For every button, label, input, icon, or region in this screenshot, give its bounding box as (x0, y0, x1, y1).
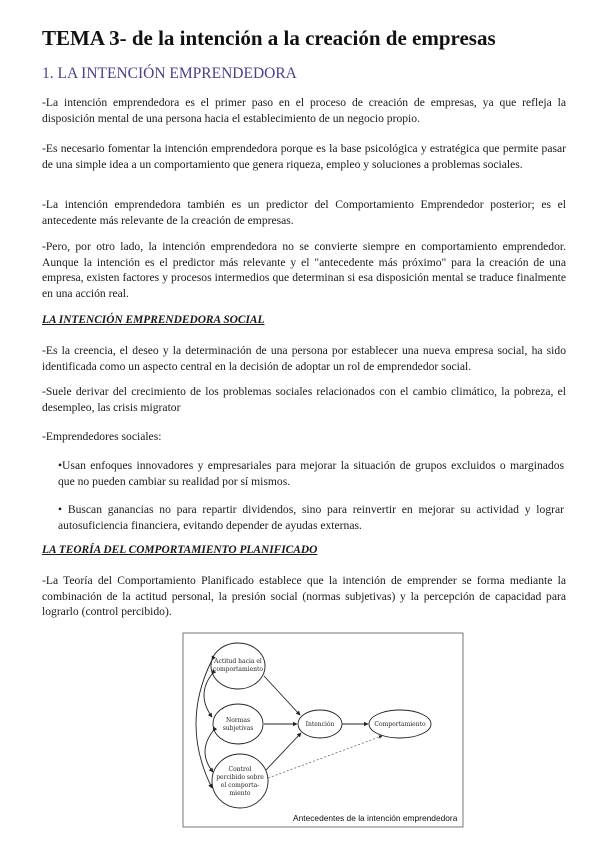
paragraph: -Suele derivar del crecimiento de los problemas sociales relacionados con el cambio climático, la pobreza, el desempleo, las crisis migrator (42, 385, 566, 414)
paragraph: -Pero, por otro lado, la intención emprendedora no se convierte siempre en comportamiento emprendedor. Aunque la intención es el predictor más relevante y el "antecedente más próximo" para la creación de una empresa, existen factores y procesos intermedios que determinan si esa disposición mental se traduce finalmente en una acción real. (42, 240, 566, 300)
correlation-normas-control (205, 731, 213, 772)
paragraph: -La intención emprendedora también es un predictor del Comportamiento Emprendedor posterior; es el antecedente más relevante de la creación de empresas. (42, 198, 566, 227)
node-intencion-label: Intención (305, 721, 335, 728)
correlation-actitud-control (196, 660, 212, 788)
node-comportamiento-label: Comportamiento (374, 721, 426, 728)
node-actitud-line2: comportamiento (212, 666, 264, 673)
paragraph: -Es la creencia, el deseo y la determinación de una persona por establecer una nueva empresa social, ha sido identificada como un aspecto central en la decisión de adoptar un rol de emprendedor social. (42, 344, 566, 373)
arrow-actitud-intencion (264, 676, 300, 715)
node-control (212, 754, 268, 808)
paragraph: -La Teoría del Comportamiento Planificado establece que la intención de emprender se forma mediante la combinación de la actitud personal, la presión social (normas subjetivas) y la percepción de capacidad para lograrlo (control percibido). (42, 574, 566, 619)
arrow-control-comportamiento (268, 736, 382, 778)
paragraph: -Es necesario fomentar la intención emprendedora porque es la base psicológica y estratégica que permite pasar de una simple idea a un comportamiento que genera riqueza, empleo y soluciones a problemas sociales. (42, 142, 566, 171)
node-control-line2: percibido sobre (216, 774, 264, 781)
diagram-caption: Antecedentes de la intención emprendedora (293, 813, 458, 823)
paragraph: -Emprendedores sociales: (42, 430, 162, 443)
paragraph: -La intención emprendedora es el primer paso en el proceso de creación de empresas, ya que refleja la disposición mental de una persona hacia el establecimiento de un negocio propio. (42, 96, 566, 125)
node-normas (213, 704, 263, 744)
node-control-line3: el comporta- (220, 782, 260, 789)
correlation-actitud-normas (204, 674, 212, 717)
node-normas-line1: Normas (225, 717, 251, 724)
subheading-teoria-comportamiento: LA TEORÍA DEL COMPORTAMIENTO PLANIFICADO (42, 544, 318, 556)
subheading-intencion-social: LA INTENCIÓN EMPRENDEDORA SOCIAL (42, 314, 265, 326)
bullet-item: •Usan enfoques innovadores y empresariales para mejorar la situación de grupos excluidos o marginados que no pueden cambiar su realidad por sí mismos. (58, 459, 564, 488)
section-heading-intencion: 1. LA INTENCIÓN EMPRENDEDORA (42, 65, 297, 82)
node-normas-line2: subjetivas (222, 725, 254, 732)
node-actitud-line1: Actitud hacia el (214, 658, 262, 665)
bullet-item: • Buscan ganancias no para repartir dividendos, sino para reinvertir en mejorar su actividad y lograr autosuficiencia financiera, evitando depender de ayudas externas. (58, 503, 564, 532)
arrow-control-intencion (266, 733, 301, 770)
page-title: TEMA 3- de la intención a la creación de empresas (42, 26, 496, 50)
antecedents-diagram (182, 632, 464, 828)
node-control-line1: Control (228, 766, 252, 773)
node-control-line4: miento (229, 790, 251, 797)
